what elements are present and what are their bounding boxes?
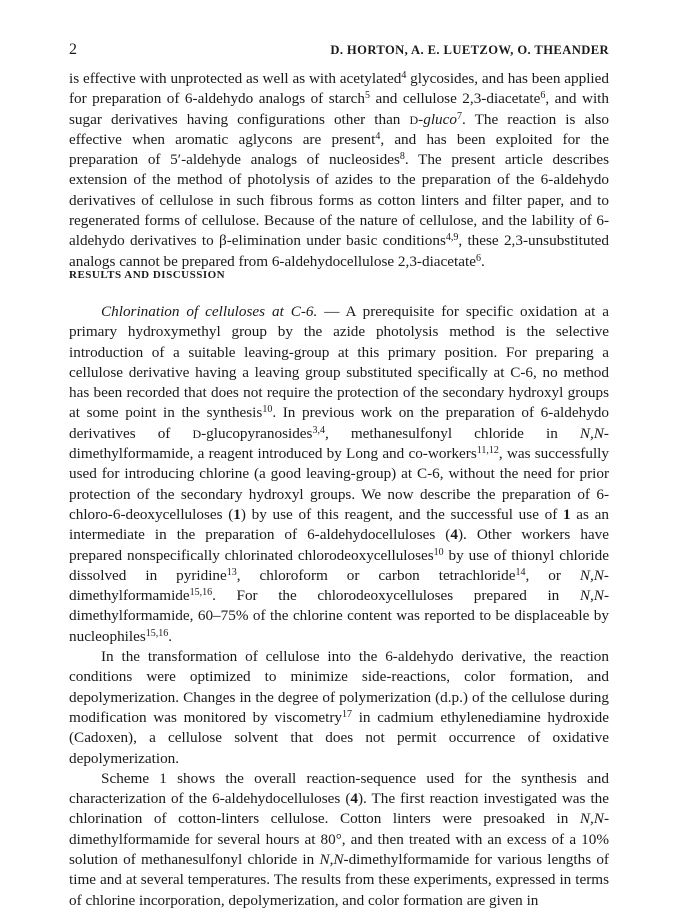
page-header xyxy=(69,40,609,62)
intro-paragraph: is effective with unprotected as well as with acetylated$^4$ glycosides, and has been applied for preparation of 6-aldehydo analogs of starch$^5$ and cellulose 2,3-diacetate$^6$, and with sugar derivatives having configurations other than D-gluco$^7$. The reaction is also effective when aromatic aglycons are present$^4$, and has been exploited for the preparation of 5′-aldehyde analogs of nucleosides$^8$. The present article describes extension of the method of photolysis of azides to the preparation of the 6-aldehydo derivatives of cellulose in such fibrous forms as cotton linters and filter paper, and to regenerated forms of cellulose. Because of the nature of cellulose, and the lability of 6-aldehydo derivatives to β-elimination under basic conditions$^{4,9}$, these 2,3-unsubstituted analogs cannot be prepared from 6-aldehydocellulose 2,3-diacetate$^6$. xyxy=(69,70,610,270)
page-number: 2 xyxy=(69,41,77,58)
intro-paragraph-block xyxy=(69,69,609,272)
subsection-title: Chlorination of celluloses at C-6. xyxy=(101,303,318,320)
running-head: D. HORTON, A. E. LUETZOW, O. THEANDER xyxy=(330,43,609,57)
chlorination-paragraph: Chlorination of celluloses at C-6. — A prerequisite for specific oxidation at a primary hydroxymethyl group by the azide photolysis method is the selective introduction of a suitable leaving-group at this primary position. For preparing a cellulose derivative having a leaving group substituted specifically at C-6, no method has been recorded that does not require the protection of the secondary hydroxyl groups at some point in the synthesis$^{10}$. In previous work on the preparation of 6-aldehydo derivatives of D-glucopyranosides$^{3,4}$, methanesulfonyl chloride in N,N-dimethylformamide, a reagent introduced by Long and co-workers$^{11,12}$, was successfully used for introducing chlorine (a good leaving-group) at C-6, without the need for prior protection of the secondary hydroxyl groups. We now describe the preparation of 6-chloro-6-deoxycelluloses (1) by use of this reagent, and the successful use of 1 as an intermediate in the preparation of 6-aldehydocelluloses (4). Other workers have prepared nonspecifically chlorinated chlorodeoxycelluloses$^{10}$ by use of thionyl chloride dissolved in pyridine$^{13}$, chloroform or carbon tetrachloride$^{14}$, or N,N-dimethylformamide$^{15,16}$. For the chlorodeoxycelluloses prepared in N,N-dimethylformamide, 60–75% of the chlorine content was reported to be displaceable by nucleophiles$^{15,16}$. xyxy=(69,303,610,645)
transformation-paragraph: In the transformation of cellulose into the 6-aldehydo derivative, the reaction conditions were optimized to minimize side-reactions, color formation, and depolymerization. Changes in the degree of polymerization (d.p.) of the cellulose during modification was monitored by viscometry$^{17}$ in cadmium ethylenediamine hydroxide (Cadoxen), a cellulose solvent that does not permit occurrence of oxidative depolymerization. xyxy=(69,648,610,767)
results-paragraphs-block xyxy=(69,302,609,911)
section-heading: RESULTS AND DISCUSSION xyxy=(69,269,226,281)
scheme-paragraph: Scheme 1 shows the overall reaction-sequence used for the synthesis and characterization of the 6-aldehydocelluloses (4). The first reaction investigated was the chlorination of cotton-linters cellulose. Cotton linters were presoaked in N,N-dimethylformamide for several hours at 80°, and then treated with an excess of a 10% solution of methanesulfonyl chloride in N,N-dimethylformamide for various lengths of time and at several temperatures. The results from these experiments, expressed in terms of chlorine incorporation, depolymerization, and color formation are given in xyxy=(69,769,609,909)
